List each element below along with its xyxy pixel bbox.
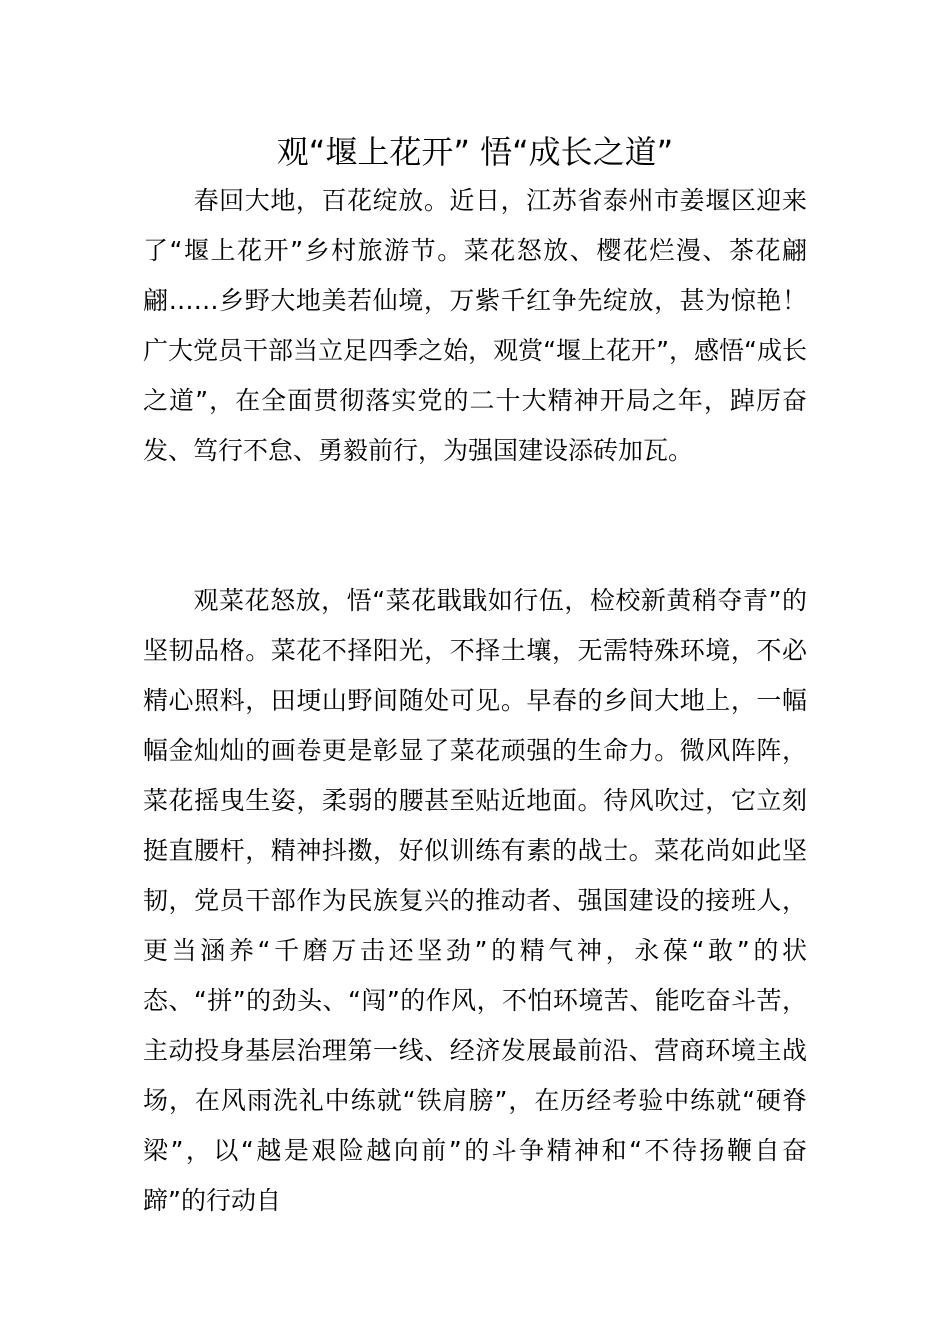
- paragraph-rapeseed-flower: [143, 576, 807, 1226]
- document-title: 观“堰上花开” 悟“成长之道”: [276, 133, 674, 171]
- paragraph-rapeseed-flower-text: 观菜花怒放，悟“菜花戢戢如行伍，检校新黄稍夺青”的坚韧品格。菜花不择阳光，不择土壤，无需特殊环境，不必精心照料，田埂山野间随处可见。早春的乡间大地上，一幅幅金灿灿的画卷更是彰显了菜花顽强的生命力。微风阵阵，菜花摇曳生姿，柔弱的腰甚至贴近地面。待风吹过，它立刻挺直腰杆，精神抖擞，好似训练有素的战士。菜花尚如此坚韧，党员干部作为民族复兴的推动者、强国建设的接班人，更当涵养“千磨万击还坚劲”的精气神，永葆“敢”的状态、“拼”的劲头、“闯”的作风，不怕环境苦、能吃奋斗苦，主动投身基层治理第一线、经济发展最前沿、营商环境主战场，在风雨洗礼中练就“铁肩膀”，在历经考验中练就“硬脊梁”，以“越是艰险越向前”的斗争精神和“不待扬鞭自奋蹄”的行动自: [143, 586, 807, 1215]
- paragraph-intro: [143, 176, 807, 476]
- paragraph-intro-text: 春回大地，百花绽放。近日，江苏省泰州市姜堰区迎来了“堰上花开”乡村旅游节。菜花怒放、樱花烂漫、茶花翩翩……乡野大地美若仙境，万紫千红争先绽放，甚为惊艳！广大党员干部当立足四季之始，观赏“堰上花开”，感悟“成长之道”，在全面贯彻落实党的二十大精神开局之年，踔厉奋发、笃行不怠、勇毅前行，为强国建设添砖加瓦。: [143, 186, 807, 465]
